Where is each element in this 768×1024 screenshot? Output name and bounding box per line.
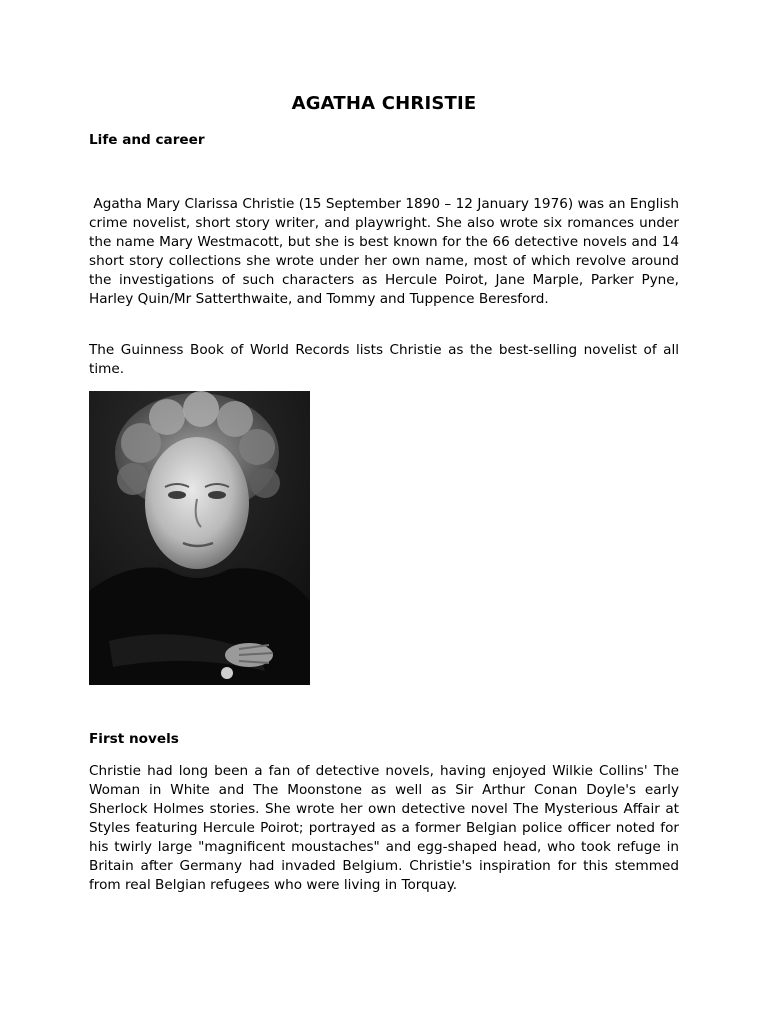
- paragraph-first-novels: Christie had long been a fan of detective novels, having enjoyed Wilkie Collins' The Woman in White and The Moonstone as well as Sir Arthur Conan Doyle's early Sherlock Holmes stories. She wrote her own detective novel The Mysterious Affair at Styles featuring Hercule Poirot; portrayed as a former Belgian police officer noted for his twirly large "magnificent moustaches" and egg-shaped head, who took refuge in Britain after Germany had invaded Belgium. Christie's inspiration for this stemmed from real Belgian refugees who were living in Torquay.: [89, 763, 679, 893]
- paragraph-biography: Agatha Mary Clarissa Christie (15 September 1890 – 12 January 1976) was an English crime novelist, short story writer, and playwright. She also wrote six romances under the name Mary Westmacott, but she is best known for the 66 detective novels and 14 short story collections she wrote under her own name, most of which revolve around the investigations of such characters as Hercule Poirot, Jane Marple, Parker Pyne, Harley Quin/Mr Satterthwaite, and Tommy and Tuppence Beresford.: [89, 196, 684, 307]
- section-heading-life-and-career: Life and career: [89, 132, 205, 148]
- portrait-illustration: [89, 391, 310, 685]
- document-title: AGATHA CHRISTIE: [291, 93, 477, 114]
- portrait-photo: [89, 391, 310, 685]
- section-heading-first-novels: First novels: [89, 731, 179, 747]
- paragraph-guinness-record: The Guinness Book of World Records lists Christie as the best-selling novelist of all time.: [89, 342, 679, 377]
